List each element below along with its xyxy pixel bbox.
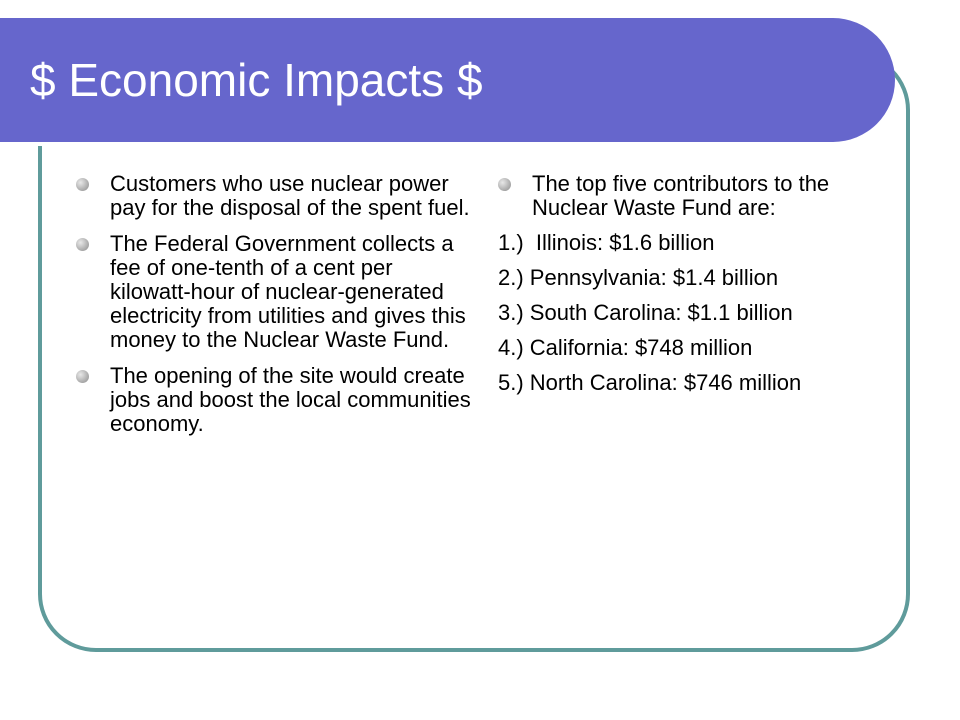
contributor-item: 3.) South Carolina: $1.1 billion [498, 300, 793, 325]
slide-title: $ Economic Impacts $ [30, 54, 483, 106]
contributor-item: 5.) North Carolina: $746 million [498, 370, 802, 395]
title-underline [0, 142, 848, 146]
left-bullet-list [76, 172, 472, 436]
bullet-text: The opening of the site would create jobs and boost the local communities economy. [110, 363, 471, 436]
bullet-text: Customers who use nuclear power pay for the disposal of the spent fuel. [110, 171, 470, 220]
left-column [76, 172, 472, 448]
bullet-item [76, 232, 472, 352]
bullet-icon [76, 178, 89, 191]
contributors-intro: The top five contributors to the Nuclear Waste Fund are: [532, 171, 830, 220]
contributors-list [498, 231, 898, 395]
contributor-item: 1.) Illinois: $1.6 billion [498, 230, 715, 255]
contributor-item: 4.) California: $748 million [498, 335, 753, 360]
bullet-item [76, 364, 472, 436]
bullet-item [498, 172, 898, 220]
bullet-text: The Federal Government collects a fee of one-tenth of a cent per kilowatt-hour of nuclear-generated electricity from utilities and gives this money to the Nuclear Waste Fund. [110, 231, 466, 352]
title-bar [0, 18, 895, 142]
right-column [498, 172, 898, 395]
bullet-icon [76, 370, 89, 383]
right-bullet-list [498, 172, 898, 220]
bullet-icon [498, 178, 511, 191]
bullet-item [76, 172, 472, 220]
bullet-icon [76, 238, 89, 251]
contributor-item: 2.) Pennsylvania: $1.4 billion [498, 265, 779, 290]
